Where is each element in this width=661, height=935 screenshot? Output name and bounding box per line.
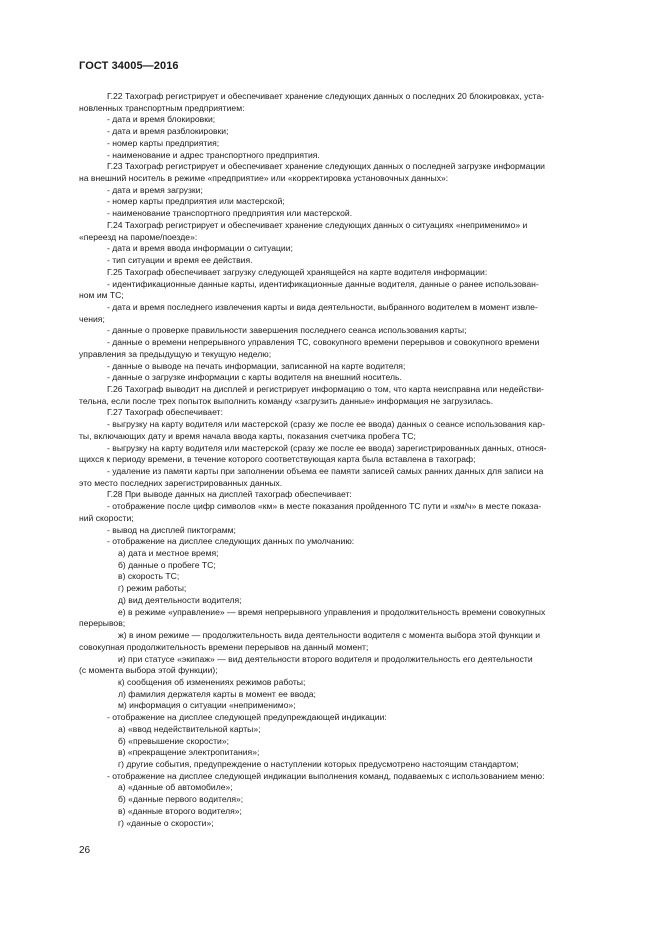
text-line: а) «данные об автомобиле»; xyxy=(118,782,233,793)
text-line: ний скорости; xyxy=(79,512,134,523)
text-line: - выгрузку на карту водителя или мастерской (сразу же после ее ввода) данных о сеансе использования кар- xyxy=(107,419,545,430)
text-line: к) сообщения об изменениях режимов работы; xyxy=(118,676,306,687)
text-line: ты, включающих дату и время начала ввода карты, показания счетчика пробега ТС; xyxy=(79,430,416,441)
text-line: б) данные о пробеге ТС; xyxy=(118,559,216,570)
text-line: - дата и время разблокировки; xyxy=(107,126,229,137)
text-line: Г.27 Тахограф обеспечивает: xyxy=(107,407,223,418)
text-line: новленных транспортным предприятием: xyxy=(79,102,245,113)
text-line: Г.24 Тахограф регистрирует и обеспечивает хранение следующих данных о ситуациях «неприменимо» и xyxy=(107,219,528,230)
text-line: - дата и время загрузки; xyxy=(107,184,203,195)
text-line: ж) в ином режиме — продолжительность вида деятельности водителя с момента выбора этой функции и xyxy=(118,630,541,641)
text-line: - идентификационные данные карты, идентификационные данные водителя, данные о ранее использован- xyxy=(107,278,539,289)
text-line: - наименование и адрес транспортного предприятия. xyxy=(107,149,320,160)
text-line: в) «прекращение электропитания»; xyxy=(118,747,260,758)
text-line: б) «данные первого водителя»; xyxy=(118,794,244,805)
text-line: г) режим работы; xyxy=(118,583,187,594)
document-body xyxy=(79,91,615,829)
text-line: - дата и время ввода информации о ситуации; xyxy=(107,243,293,254)
text-line: щихся к периоду времени, в течение которого соответствующая карта была вставлена в тахограф; xyxy=(79,454,476,465)
text-line: совокупная продолжительность времени перерывов на данный момент; xyxy=(79,641,369,652)
text-line: д) вид деятельности водителя; xyxy=(118,594,242,605)
text-line: - номер карты предприятия; xyxy=(107,137,220,148)
text-line: в) скорость ТС; xyxy=(118,571,180,582)
text-line: перерывов; xyxy=(79,618,126,629)
text-line: в) «данные второго водителя»; xyxy=(118,805,242,816)
text-line: это место последних зарегистрированных данных. xyxy=(79,477,283,488)
text-line: - номер карты предприятия или мастерской; xyxy=(107,196,285,207)
page-header: ГОСТ 34005—2016 xyxy=(79,60,179,72)
text-line: е) в режиме «управление» — время непрерывного управления и продолжительность времени совокупных xyxy=(118,606,546,617)
text-line: на внешний носитель в режиме «предприятие» или «корректировка установочных данных»: xyxy=(79,173,449,184)
text-line: Г.26 Тахограф выводит на дисплей и регистрирует информацию о том, что карта неисправна или недействи- xyxy=(107,383,544,394)
text-line: - отображение на дисплее следующей предупреждающей индикации: xyxy=(107,712,387,723)
text-line: - отображение на дисплее следующей индикации выполнения команд, подаваемых с использованием меню: xyxy=(107,770,545,781)
text-line: - тип ситуации и время ее действия. xyxy=(107,255,253,266)
text-line: - отображение после цифр символов «км» в месте показания пройденного ТС пути и «км/ч» в месте показа- xyxy=(107,501,542,512)
text-line: г) другие события, предупреждение о наступлении которых предусмотрено настоящим стандартом; xyxy=(118,758,519,769)
text-line: - дата и время последнего извлечения карты и вида деятельности, выбранного водителем в момент извле- xyxy=(107,301,538,312)
text-line: управления за предыдущую и текущую неделю; xyxy=(79,348,272,359)
page-number: 26 xyxy=(79,845,91,856)
text-line: - удаление из памяти карты при заполнении объема ее памяти записей самых ранних данных для записи на xyxy=(107,466,544,476)
text-line: Г.22 Тахограф регистрирует и обеспечивает хранение следующих данных о последних 20 блокировках, уста- xyxy=(107,91,545,101)
text-line: г) «данные о скорости»; xyxy=(118,817,214,828)
text-line: (с момента выбора этой функции); xyxy=(79,665,218,676)
text-line: Г.25 Тахограф обеспечивает загрузку следующей хранящейся на карте водителя информации: xyxy=(107,266,488,277)
text-line: м) информация о ситуации «неприменимо»; xyxy=(118,700,296,711)
text-line: чения; xyxy=(79,313,105,324)
text-line: «переезд на пароме/поезде»: xyxy=(79,231,198,242)
text-line: - отображение на дисплее следующих данных по умолчанию: xyxy=(107,536,355,547)
text-line: а) «ввод недействительной карты»; xyxy=(118,723,261,734)
text-line: Г.23 Тахограф регистрирует и обеспечивает хранение следующих данных о последней загрузке информации xyxy=(107,161,545,172)
text-line: а) дата и местное время; xyxy=(118,548,219,559)
text-line: - выгрузку на карту водителя или мастерской (сразу же после ее ввода) зарегистрированных данных, относя- xyxy=(107,442,547,453)
text-line: и) при статусе «экипаж» — вид деятельности второго водителя и продолжительность его деятельности xyxy=(118,653,533,664)
text-line: - дата и время блокировки; xyxy=(107,114,216,125)
text-line: - данные о загрузке информации с карты водителя на внешний носитель. xyxy=(107,372,402,383)
text-line: - данные о проверке правильности завершения последнего сеанса использования карты; xyxy=(107,325,467,336)
text-line: - вывод на дисплей пиктограмм; xyxy=(107,524,236,535)
text-line: б) «превышение скорости»; xyxy=(118,735,229,746)
text-line: - данные о времени непрерывного управления ТС, совокупного времени перерывов и совокупного времени xyxy=(107,337,540,348)
text-line: тельна, если после трех попыток выполнить команду «загрузить данные» информация не загрузилась. xyxy=(79,395,494,406)
text-line: - наименование транспортного предприятия или мастерской. xyxy=(107,208,353,219)
text-line: - данные о выводе на печать информации, записанной на карте водителя; xyxy=(107,360,406,371)
text-line: л) фамилия держателя карты в момент ее ввода; xyxy=(118,688,316,699)
text-line: Г.28 При выводе данных на дисплей тахограф обеспечивает: xyxy=(107,489,352,500)
text-line: ном им ТС; xyxy=(79,290,124,301)
